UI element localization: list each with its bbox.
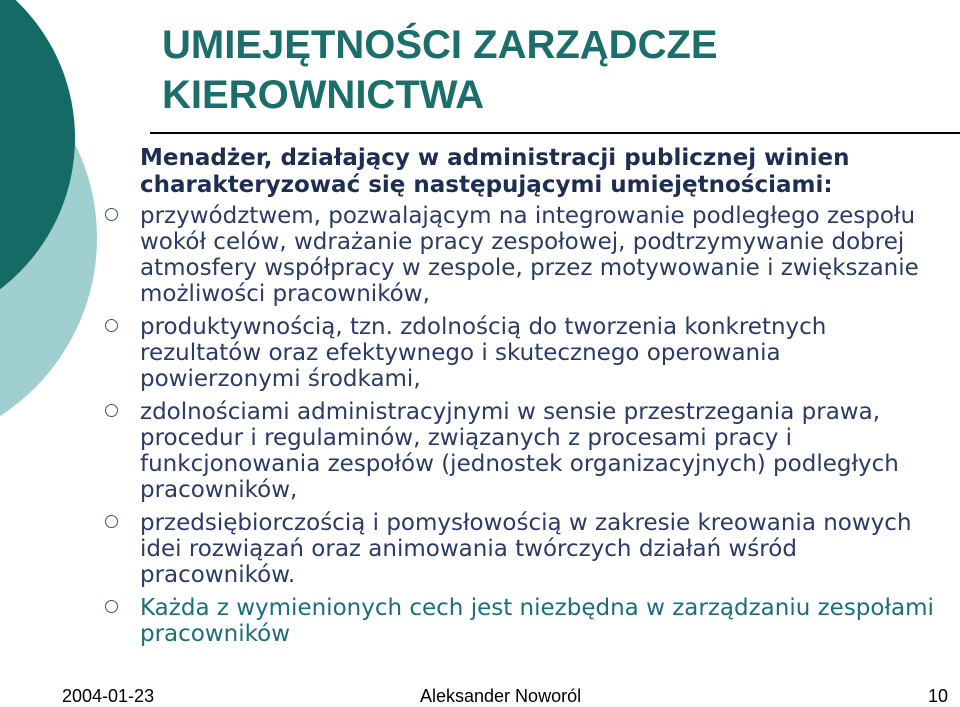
list-item xyxy=(105,203,945,307)
bullet-circle-icon xyxy=(105,208,118,221)
bullet-circle-icon xyxy=(105,404,118,417)
bullet-text: zdolnościami administracyjnymi w sensie przestrzegania prawa, procedur i regulaminów, związanych z procesami pracy i funkcjonowania zespołów (jednostek organizacyjnych) podległych pracowników, xyxy=(140,399,899,503)
list-item xyxy=(105,595,945,647)
list-item xyxy=(105,399,945,503)
bullet-text: produktywnością, tzn. zdolnością do tworzenia konkretnych rezultatów oraz efektywnego i skutecznego operowania powierzonymi środkami, xyxy=(140,314,827,392)
footer-author: Aleksander Noworól xyxy=(420,686,582,706)
bullet-circle-icon xyxy=(105,515,118,528)
bullet-circle-icon xyxy=(105,319,118,332)
slide-content xyxy=(105,145,945,654)
slide-footer xyxy=(0,686,960,705)
bullet-text: przywództwem, pozwalającym na integrowanie podległego zespołu wokół celów, wdrażanie pracy zespołowej, podtrzymywanie dobrej atmosfery współpracy w zespole, przez motywowanie i zwiększanie możliwości pracowników, xyxy=(140,203,919,307)
bullet-text: przedsiębiorczością i pomysłowością w zakresie kreowania nowych idei rozwiązań oraz animowania twórczych działań wśród pracowników. xyxy=(140,510,912,588)
footer-date: 2004-01-23 xyxy=(62,686,155,706)
list-item xyxy=(105,510,945,588)
title-divider xyxy=(150,132,960,134)
intro-text: Menadżer, działający w administracji publicznej winien charakteryzować się następującymi umiejętnościami: xyxy=(140,145,850,198)
bullet-text: Każda z wymienionych cech jest niezbędna w zarządzaniu zespołami pracowników xyxy=(140,595,934,647)
bullet-list xyxy=(105,203,945,647)
bullet-circle-icon xyxy=(105,600,118,613)
page-number: 10 xyxy=(928,686,949,706)
slide-title: UMIEJĘTNOŚCI ZARZĄDCZE KIEROWNICTWA xyxy=(162,23,718,117)
list-item xyxy=(105,314,945,392)
